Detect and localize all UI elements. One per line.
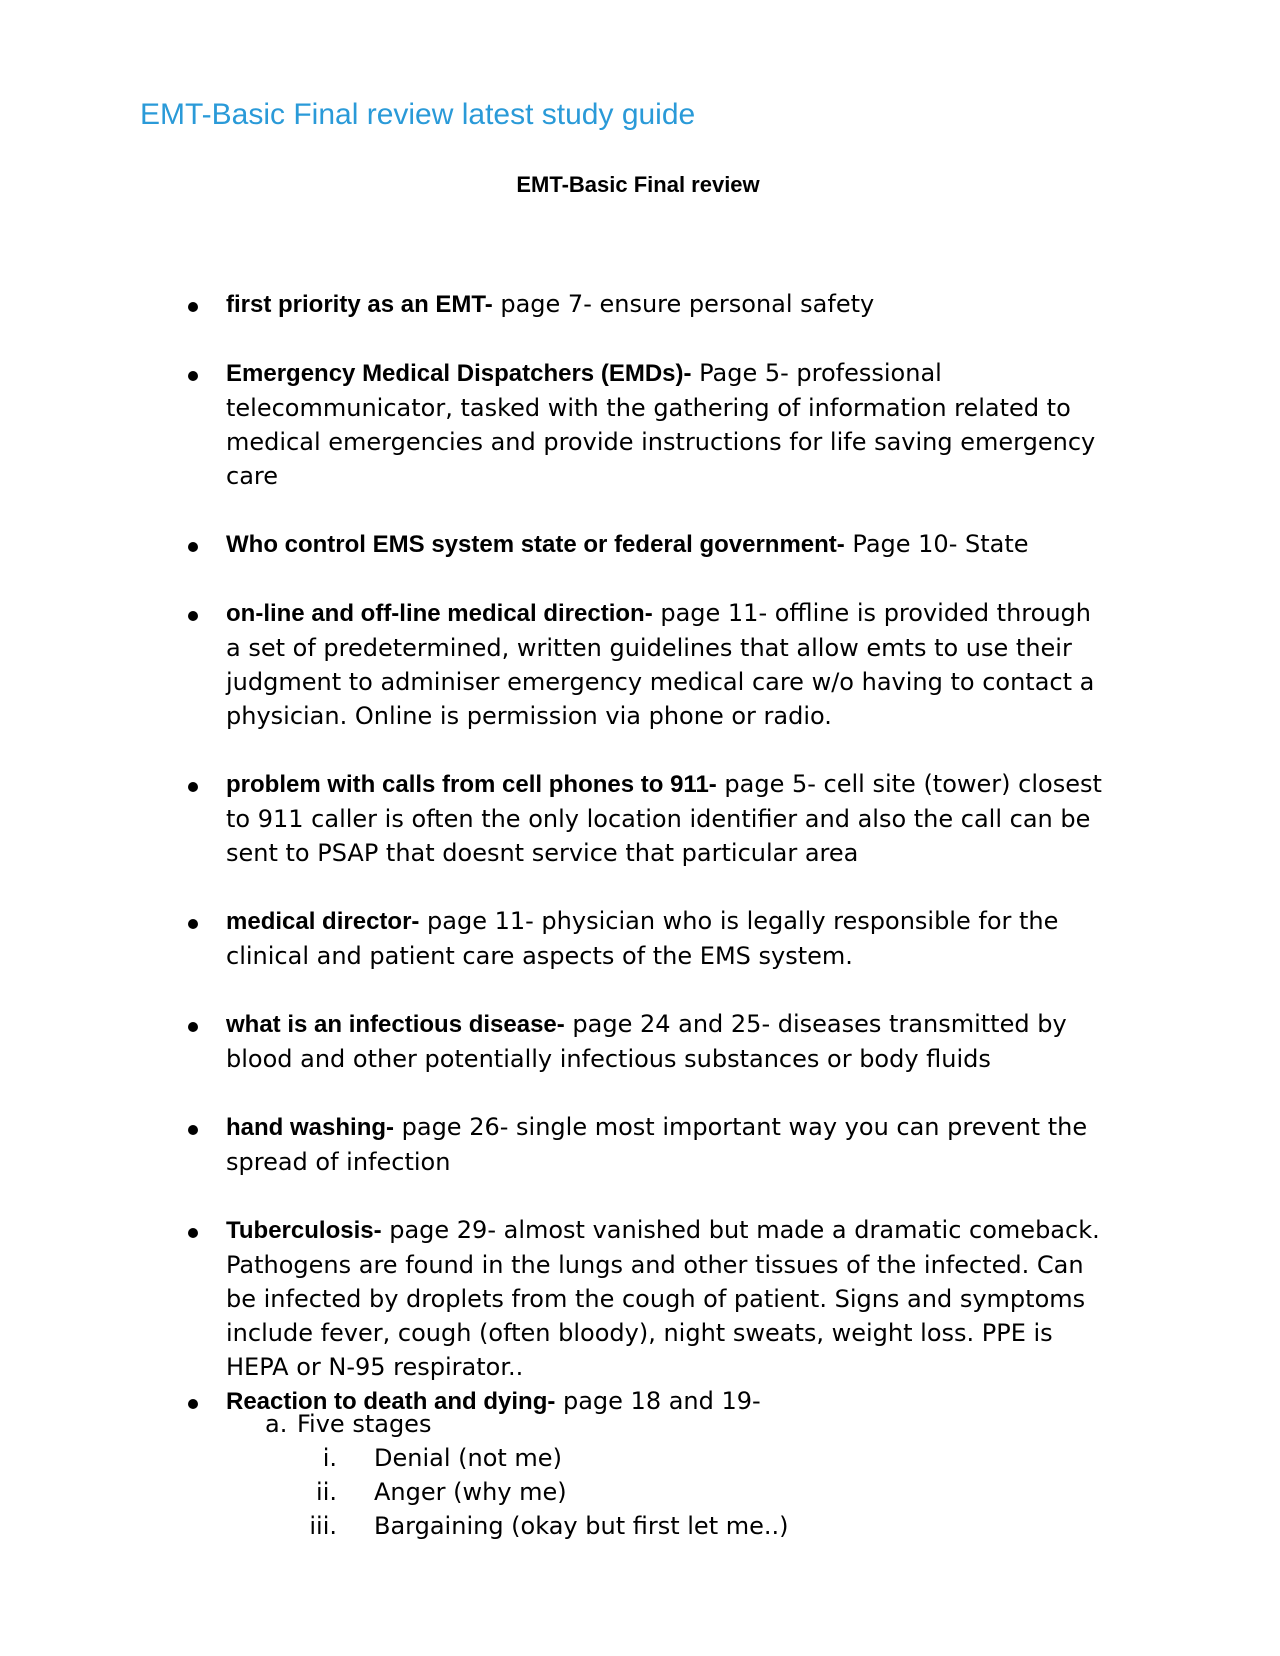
stage-item	[180, 1441, 1110, 1475]
sub-label: Five stages	[297, 1410, 432, 1438]
item-term: hand washing-	[226, 1114, 394, 1141]
bullet-icon	[188, 1022, 198, 1032]
item-term: what is an infectious disease-	[226, 1011, 565, 1038]
bullet-icon	[188, 542, 198, 552]
stage-item	[180, 1509, 1110, 1543]
list-item	[180, 1110, 1110, 1179]
stage-marker: ii.	[316, 1478, 337, 1506]
stage-text: Denial (not me)	[374, 1444, 562, 1472]
item-text: page 26- single most important way you can prevent the spread of infection	[226, 1113, 1088, 1176]
list-item	[180, 527, 1110, 562]
review-list	[180, 287, 1110, 1419]
list-item	[180, 596, 1110, 733]
bullet-icon	[188, 1125, 198, 1135]
item-term: Tuberculosis-	[226, 1217, 382, 1244]
bullet-icon	[188, 782, 198, 792]
list-item	[180, 767, 1110, 870]
bullet-icon	[188, 371, 198, 381]
bullet-icon	[188, 302, 198, 312]
item-text: page 11- offline is provided through a set of predetermined, written guidelines that allow emts to use their judgment to adminiser emergency medical care w/o having to contact a physician. Online is permission via phone or radio.	[226, 599, 1095, 730]
list-item	[180, 1213, 1110, 1384]
item-text: page 7- ensure personal safety	[492, 290, 875, 318]
item-term: problem with calls from cell phones to 911-	[226, 771, 717, 798]
list-item	[180, 904, 1110, 973]
item-text: page 11- physician who is legally responsible for the clinical and patient care aspects of the EMS system.	[226, 907, 1059, 970]
sub-item-five-stages	[180, 1407, 1110, 1441]
list-item	[180, 1007, 1110, 1076]
item-term: Emergency Medical Dispatchers (EMDs)-	[226, 360, 692, 387]
bullet-icon	[188, 1228, 198, 1238]
stage-marker: iii.	[309, 1512, 337, 1540]
document-subtitle	[0, 172, 1280, 198]
stage-item	[180, 1475, 1110, 1509]
item-text: page 18 and 19-	[555, 1387, 761, 1415]
item-term: medical director-	[226, 908, 420, 935]
stage-text: Anger (why me)	[374, 1478, 567, 1506]
subtitle-text: EMT-Basic Final review	[516, 172, 760, 197]
item-term: Reaction to death and dying-	[226, 1388, 556, 1415]
stage-text: Bargaining (okay but first let me..)	[374, 1512, 789, 1540]
item-text: Page 5- professional telecommunicator, tasked with the gathering of information related to medical emergencies and provide instructions for life saving emergency care	[226, 359, 1096, 490]
item-text: Page 10- State	[844, 530, 1029, 558]
list-item	[180, 287, 1110, 322]
bullet-icon	[188, 611, 198, 621]
document-title: EMT-Basic Final review latest study guide	[140, 98, 696, 131]
death-dying-sublist	[180, 1407, 1110, 1543]
sub-marker: a.	[265, 1410, 288, 1438]
item-text: page 29- almost vanished but made a dramatic comeback. Pathogens are found in the lungs and other tissues of the infected. Can be infected by droplets from the cough of patient. Signs and symptoms include fever, cough (often bloody), night sweats, weight loss. PPE is HEPA or N-95 respirator..	[226, 1216, 1100, 1381]
stage-marker: i.	[322, 1444, 337, 1472]
bullet-icon	[188, 919, 198, 929]
item-text: page 24 and 25- diseases transmitted by blood and other potentially infectious substances or body fluids	[226, 1010, 1067, 1073]
item-text: page 5- cell site (tower) closest to 911 caller is often the only location identifier and also the call can be sent to PSAP that doesnt service that particular area	[226, 770, 1102, 867]
item-term: first priority as an EMT-	[226, 291, 493, 318]
item-term: Who control EMS system state or federal government-	[226, 531, 845, 558]
item-term: on-line and off-line medical direction-	[226, 600, 653, 627]
list-item	[180, 356, 1110, 493]
